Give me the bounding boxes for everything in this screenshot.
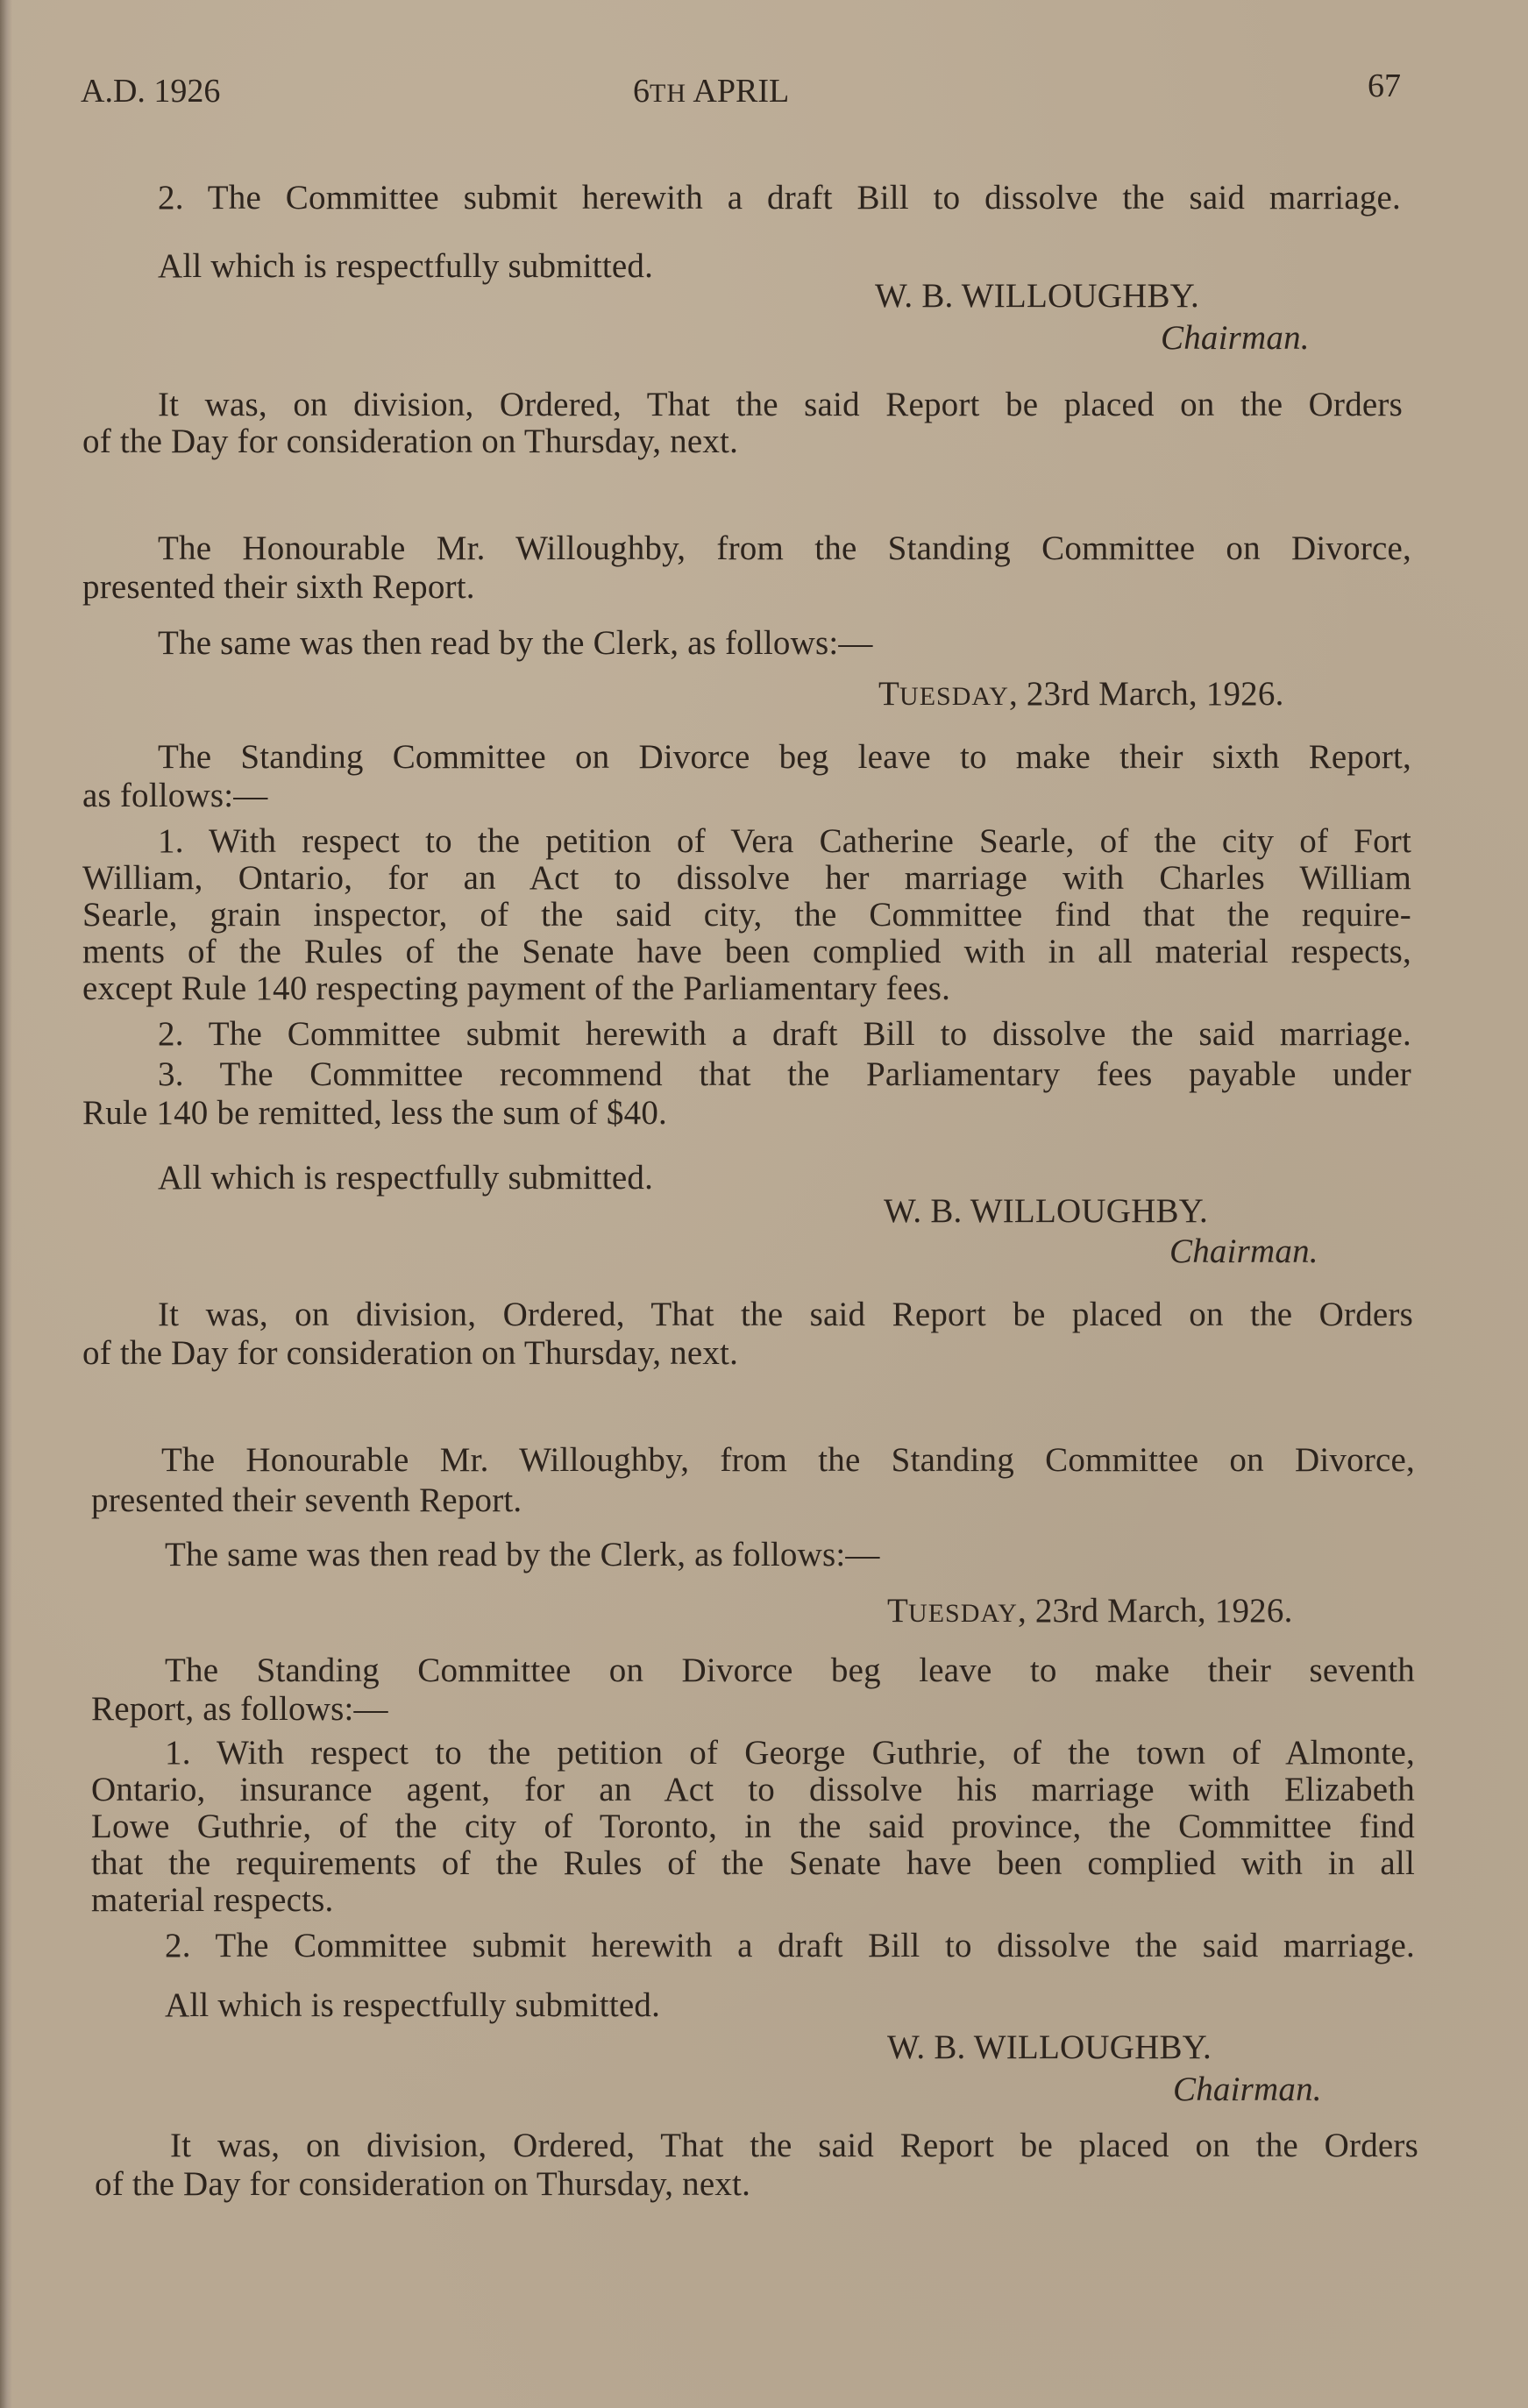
report-date-initial: T bbox=[887, 1592, 909, 1630]
header-date bbox=[633, 72, 789, 113]
paragraph-line: 2. The Committee submit herewith a draft Bill to dissolve the said marriage. bbox=[158, 179, 1401, 217]
paragraph-line: Rule 140 be remitted, less the sum of $40. bbox=[82, 1094, 667, 1132]
paragraph-line: 1. With respect to the petition of Vera Catherine Searle, of the city of Fort bbox=[158, 822, 1411, 860]
paragraph-line: Lowe Guthrie, of the city of Toronto, in the said province, the Committee find bbox=[91, 1808, 1415, 1845]
report-date bbox=[887, 1592, 1293, 1633]
header-date-month: APRIL bbox=[693, 73, 790, 110]
paragraph-line: except Rule 140 respecting payment of the Parliamentary fees. bbox=[82, 970, 951, 1007]
paragraph-line: presented their sixth Report. bbox=[82, 568, 475, 606]
paragraph-line: material respects. bbox=[91, 1881, 334, 1919]
report-date bbox=[878, 675, 1284, 716]
paragraph-line: All which is respectfully submitted. bbox=[158, 1159, 654, 1197]
paragraph-line: Ontario, insurance agent, for an Act to dissolve his marriage with Elizabeth bbox=[91, 1771, 1415, 1808]
paragraph-line: The Standing Committee on Divorce beg leave to make their sixth Report, bbox=[158, 738, 1411, 776]
paragraph-line: that the requirements of the Rules of the Senate have been complied with in all bbox=[91, 1844, 1415, 1882]
header-year: A.D. 1926 bbox=[81, 73, 221, 110]
signature-title: Chairman. bbox=[1169, 1232, 1318, 1270]
paragraph-line: 1. With respect to the petition of George Guthrie, of the town of Almonte, bbox=[165, 1734, 1415, 1772]
report-date-weekday: UESDAY bbox=[908, 1599, 1018, 1628]
paragraph-line: as follows:— bbox=[82, 777, 268, 814]
page-number: 67 bbox=[1368, 67, 1401, 104]
signature-name: W. B. WILLOUGHBY. bbox=[887, 2028, 1212, 2066]
paragraph-line: 2. The Committee submit herewith a draft Bill to dissolve the said marriage. bbox=[165, 1927, 1415, 1964]
report-date-weekday: UESDAY bbox=[899, 682, 1009, 711]
paragraph-line: The Standing Committee on Divorce beg leave to make their seventh bbox=[165, 1652, 1415, 1689]
paragraph-line: The Honourable Mr. Willoughby, from the Standing Committee on Divorce, bbox=[161, 1441, 1415, 1479]
page-edge-shadow bbox=[0, 0, 12, 2408]
paragraph-line: The same was then read by the Clerk, as follows:— bbox=[165, 1536, 880, 1573]
order-line: of the Day for consideration on Thursday, next. bbox=[82, 1334, 739, 1372]
report-date-rest: , 23rd March, 1926. bbox=[1008, 675, 1284, 713]
order-line: of the Day for consideration on Thursday, next. bbox=[82, 423, 739, 460]
signature-name: W. B. WILLOUGHBY. bbox=[875, 277, 1199, 315]
paragraph-line: Searle, grain inspector, of the said city, the Committee find that the require- bbox=[82, 896, 1411, 934]
paragraph-line: The same was then read by the Clerk, as follows:— bbox=[158, 624, 873, 662]
header-date-day: 6 bbox=[633, 73, 650, 110]
signature-title: Chairman. bbox=[1161, 319, 1310, 357]
paragraph-line: William, Ontario, for an Act to dissolve her marriage with Charles William bbox=[82, 859, 1411, 897]
report-date-initial: T bbox=[878, 675, 900, 713]
order-line: It was, on division, Ordered, That the said Report be placed on the Orders bbox=[170, 2127, 1418, 2164]
paragraph-line: 3. The Committee recommend that the Parliamentary fees payable under bbox=[158, 1055, 1411, 1093]
paragraph-line: presented their seventh Report. bbox=[91, 1481, 522, 1519]
signature-title: Chairman. bbox=[1173, 2071, 1322, 2108]
order-line: It was, on division, Ordered, That the said Report be placed on the Orders bbox=[158, 386, 1403, 423]
paragraph-line: All which is respectfully submitted. bbox=[158, 247, 654, 285]
paragraph-line: The Honourable Mr. Willoughby, from the Standing Committee on Divorce, bbox=[158, 529, 1411, 567]
signature-name: W. B. WILLOUGHBY. bbox=[884, 1192, 1208, 1230]
paragraph-line: ments of the Rules of the Senate have been complied with in all material respects, bbox=[82, 933, 1411, 970]
order-line: of the Day for consideration on Thursday, next. bbox=[95, 2165, 751, 2203]
paragraph-line: All which is respectfully submitted. bbox=[165, 1986, 661, 2024]
order-line: It was, on division, Ordered, That the said Report be placed on the Orders bbox=[158, 1296, 1413, 1333]
paragraph-line: Report, as follows:— bbox=[91, 1690, 388, 1728]
report-date-rest: , 23rd March, 1926. bbox=[1017, 1592, 1293, 1630]
header-date-suffix: TH bbox=[650, 79, 686, 108]
paragraph-line: 2. The Committee submit herewith a draft Bill to dissolve the said marriage. bbox=[158, 1015, 1411, 1053]
